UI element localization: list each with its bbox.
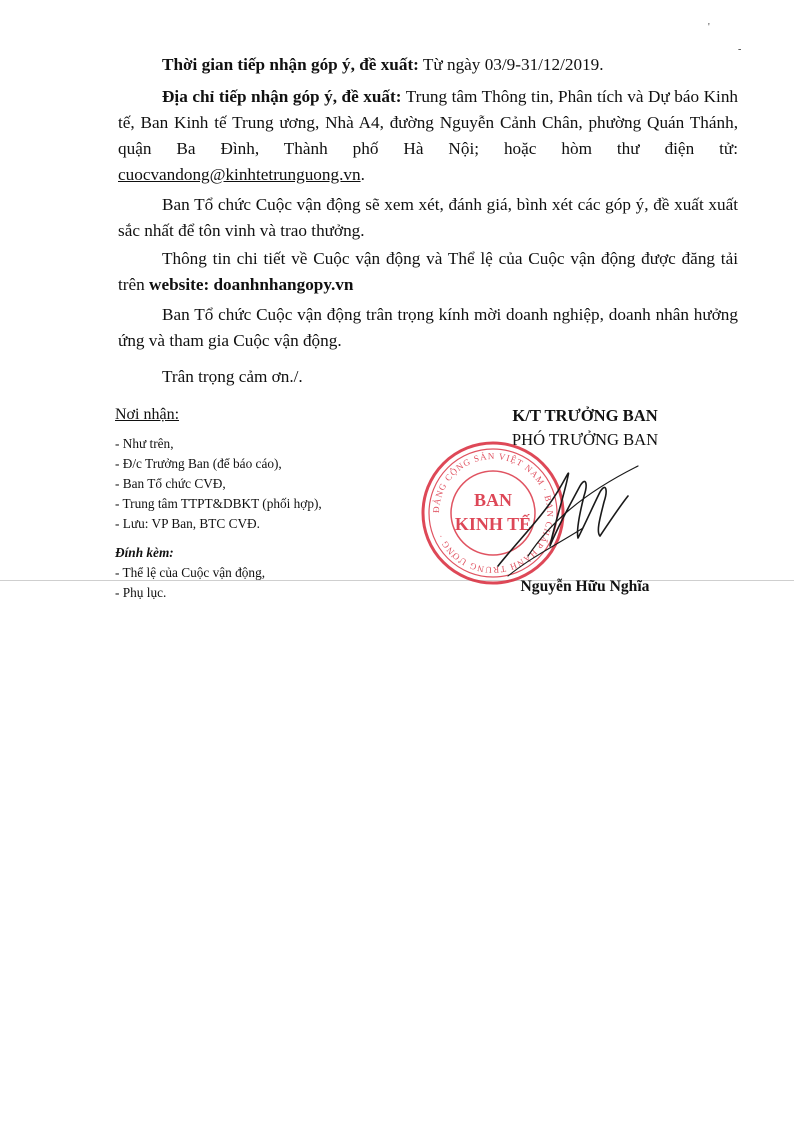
invite-text: Ban Tổ chức Cuộc vận động trân trọng kính mời doanh nghiệp, doanh nhân hưởng ứng và tham gia Cuộc vận động. [118, 305, 738, 350]
signer-name: Nguyễn Hữu Nghĩa [520, 578, 650, 595]
thanks-text: Trân trọng cảm ơn./. [162, 367, 303, 386]
signature-role-line2: PHÓ TRƯỞNG BAN [511, 430, 659, 449]
thanks-paragraph [118, 364, 738, 390]
reception-time-paragraph [118, 52, 738, 78]
reception-address-label: Địa chỉ tiếp nhận góp ý, đề xuất: [162, 87, 402, 106]
recipients-block [115, 404, 415, 534]
scan-mark: - [738, 44, 742, 55]
website-link[interactable]: website: doanhnhangopy.vn [149, 275, 354, 294]
invite-paragraph [118, 302, 738, 354]
attachments-block [115, 543, 415, 603]
scan-mark: ' [708, 22, 710, 33]
signature-role-line1: K/T TRƯỞNG BAN [512, 406, 658, 425]
review-text: Ban Tổ chức Cuộc vận động sẽ xem xét, đánh giá, bình xét các góp ý, đề xuất xuất sắc nhất để tôn vinh và trao thưởng. [118, 195, 738, 240]
stamp-center-line1: BAN [473, 490, 513, 510]
reception-address-value: Trung tâm Thông tin, Phân tích và Dự báo Kinh tế, Ban Kinh tế Trung ương, Nhà A4, đường Nguyễn Cảnh Chân, phường Quán Thánh, quận Ba Đình, Thành phố Hà Nội; hoặc hòm thư điện tử: [118, 87, 739, 158]
attachment-item: - Phụ lục. [115, 585, 167, 600]
attachments-title: Đính kèm: [115, 545, 174, 560]
reception-time-value: Từ ngày 03/9-31/12/2019. [418, 55, 604, 74]
info-paragraph [118, 246, 738, 298]
recipient-item: - Đ/c Trưởng Ban (để báo cáo), [115, 456, 282, 471]
handwritten-signature [488, 446, 658, 586]
recipient-item: - Lưu: VP Ban, BTC CVĐ. [115, 516, 260, 531]
info-text: Thông tin chi tiết về Cuộc vận động và Thể lệ của Cuộc vận động được đăng tải trên [118, 249, 738, 294]
recipient-item: - Như trên, [115, 436, 174, 451]
recipient-item: - Trung tâm TTPT&DBKT (phối hợp), [115, 496, 322, 511]
email-suffix: . [360, 165, 365, 184]
attachment-item: - Thể lệ của Cuộc vận động, [115, 565, 266, 580]
review-paragraph [118, 192, 738, 244]
recipients-title: Nơi nhận: [115, 406, 180, 423]
stamp-center-line2: KINH TẾ [454, 514, 532, 534]
stamp-ring-text: ĐẢNG CỘNG SẢN VIỆT NAM · BAN CHẤP HÀNH TRUNG ƯƠNG · [430, 450, 556, 576]
email-link[interactable]: cuocvandong@kinhtetrunguong.vn [118, 165, 361, 184]
recipient-item: - Ban Tổ chức CVĐ, [115, 476, 226, 491]
reception-time-label: Thời gian tiếp nhận góp ý, đề xuất: [162, 55, 419, 74]
reception-address-paragraph [118, 84, 738, 188]
